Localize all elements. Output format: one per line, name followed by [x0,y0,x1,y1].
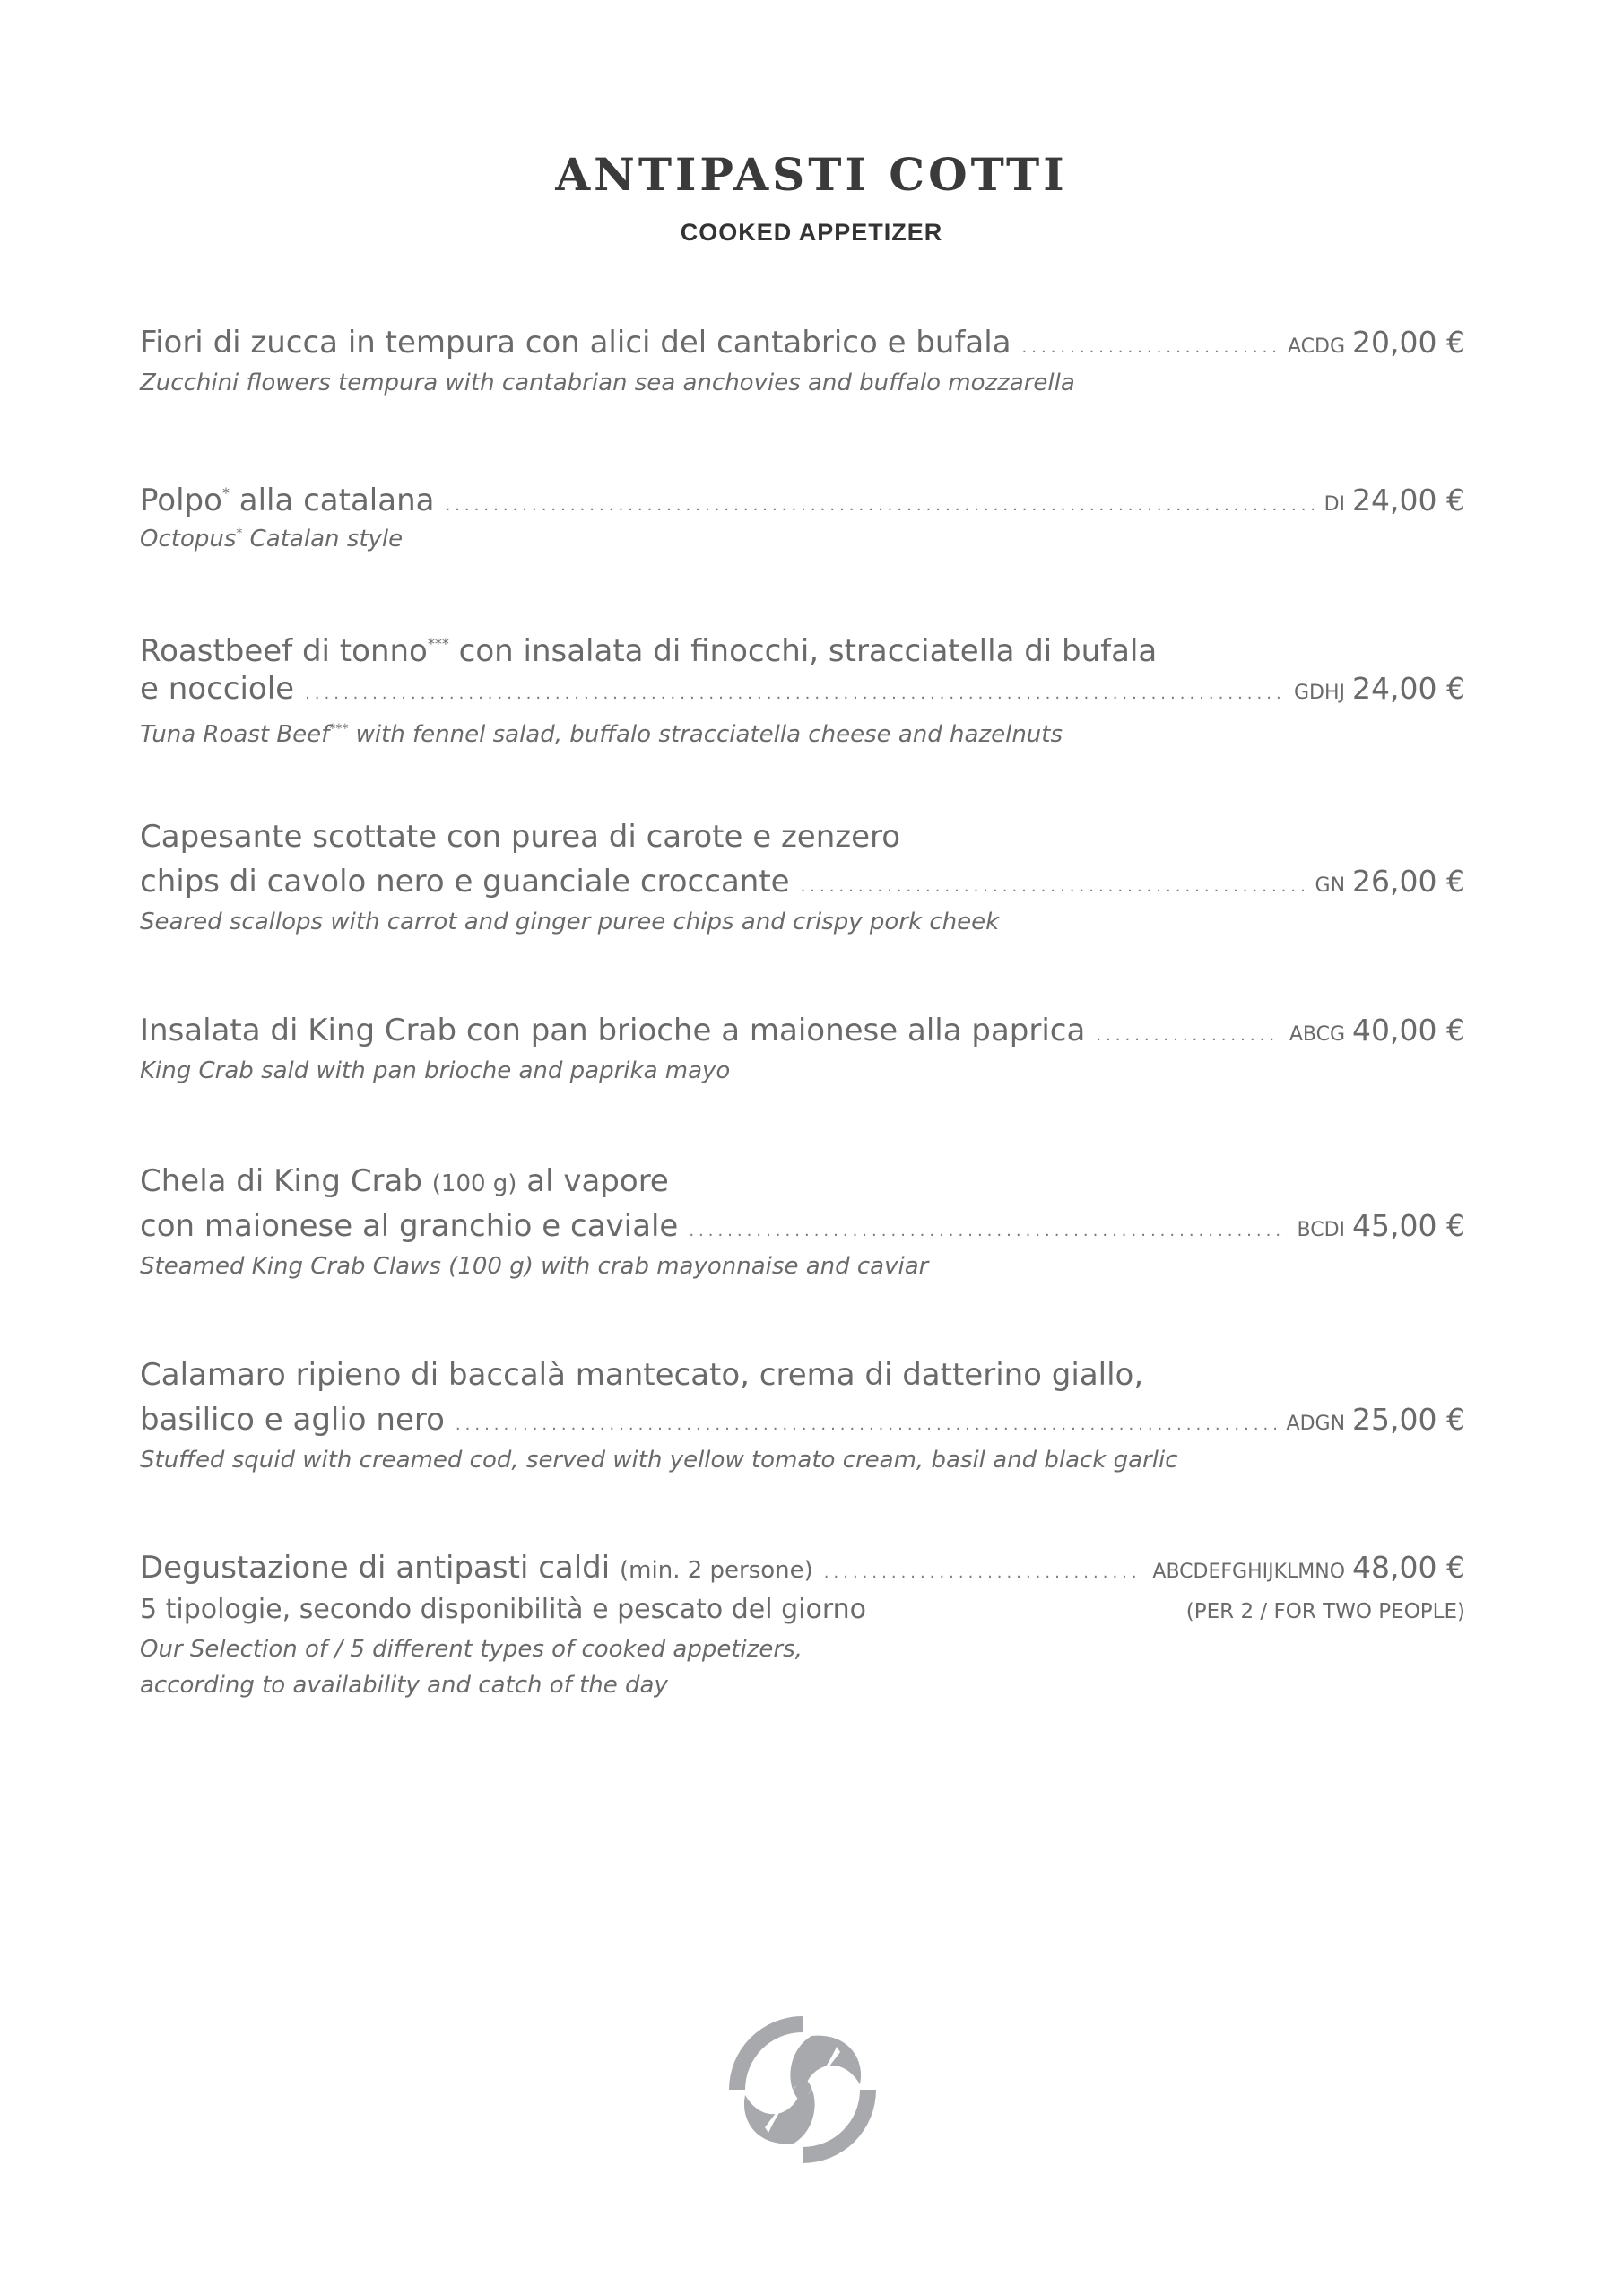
dish-english-name: Steamed King Crab Claws (100 g) with crab mayonnaise and caviar [140,1253,929,1280]
dish-name-cont: chips di cavolo nero e guanciale croccante [140,864,790,900]
menu-item-line [140,471,1465,516]
menu-item-line-2 [140,1204,1465,1248]
dot-leader [1096,1013,1279,1058]
dish-name-cont: e nocciole [140,671,295,707]
dish-price: 24,00 € [1352,483,1465,517]
allergen-codes: BCDI [1297,1219,1346,1241]
dish-min-persons: (min. 2 persone) [620,1557,813,1584]
price-note: (PER 2 / FOR TWO PEOPLE) [1185,1600,1465,1623]
dish-name-part: con insalata di finocchi, stracciatella di bufala [448,633,1158,669]
menu-item-line-2 [140,859,1465,904]
dish-name-part: Chela di King Crab [140,1163,432,1199]
dish-name [140,1159,669,1206]
dish-english-line-1: Our Selection of / 5 different types of cooked appetizers, [140,1636,803,1663]
allergen-codes: GN [1315,874,1346,897]
special-mark: *** [329,722,349,736]
allergen-codes: ADGN [1286,1413,1346,1435]
dish-name: Calamaro ripieno di baccalà mantecato, crema di datterino giallo, [140,1357,1144,1393]
dish-weight: (100 g) [431,1170,517,1197]
menu-item-capesante [140,814,1465,940]
logo-graphic [722,2009,883,2170]
frozen-mark: * [236,526,243,541]
dish-name-part: al vapore [516,1163,669,1199]
dish-english-name: King Crab sald with pan brioche and paprika mayo [140,1057,731,1084]
dish-name: Fiori di zucca in tempura con alici del cantabrico e bufala [140,325,1011,361]
dish-name-part: Polpo [140,483,222,518]
dish-price: 40,00 € [1352,1013,1465,1048]
dish-name-part: Degustazione di antipasti caldi [140,1550,621,1586]
allergen-codes: ABCG [1289,1023,1346,1046]
menu-item-line-2 [140,1397,1465,1442]
dot-leader [1022,326,1277,370]
menu-item-polpo [140,471,1465,557]
dish-english-line-2: according to availability and catch of the day [140,1672,668,1699]
dish-description: 5 tipologie, secondo disponibilità e pescato del giorno [140,1594,867,1625]
english-part: Octopus [140,526,237,552]
dot-leader [824,1551,1142,1596]
allergen-codes: GDHJ [1294,682,1346,704]
dish-name [140,1545,813,1593]
special-mark: *** [427,635,449,652]
allergen-codes: ABCDEFGHIJKLMNO [1152,1561,1346,1583]
dot-leader [305,672,1283,717]
dish-english-name: Seared scallops with carrot and ginger puree chips and crispy pork cheek [140,909,1000,935]
allergen-codes: ACDG [1288,335,1346,358]
dish-english-name: Zucchini flowers tempura with cantabrian sea anchovies and buffalo mozzarella [140,370,1075,396]
menu-item-degustazione [140,1545,1465,1703]
menu-item-chela-king-crab [140,1159,1465,1284]
english-part: Tuna Roast Beef [140,721,330,748]
dish-price: 26,00 € [1352,864,1465,899]
dot-leader [456,1403,1276,1448]
menu-item-roastbeef-tonno [140,622,1465,752]
menu-item-fiori-di-zucca [140,320,1465,401]
menu-item-line-1 [140,622,1465,669]
menu-item-line-1 [140,814,1465,859]
dot-leader [445,483,1313,528]
dish-price: 48,00 € [1352,1550,1465,1585]
english-part: Catalan style [242,526,404,552]
leaf-circle-logo-icon [722,2009,883,2170]
page-subtitle: COOKED APPETIZER [680,219,943,246]
menu-item-line-1 [140,1352,1465,1397]
dot-leader [689,1209,1286,1254]
dish-english-name [140,711,1465,752]
dish-name-part: alla catalana [229,483,435,518]
dish-price: 25,00 € [1352,1402,1465,1437]
menu-item-calamaro [140,1352,1465,1478]
page-title: ANTIPASTI COTTI [555,148,1068,201]
dish-price: 45,00 € [1352,1208,1465,1243]
english-part: with fennel salad, buffalo stracciatella cheese and hazelnuts [348,721,1063,748]
menu-header [0,148,1623,247]
menu-item-line [140,1545,1465,1590]
menu-item-line [140,320,1465,365]
dish-name-part: Roastbeef di tonno [140,633,428,669]
menu-item-line-2 [140,666,1465,711]
dish-name-cont: basilico e aglio nero [140,1402,445,1438]
allergen-codes: DI [1324,493,1346,516]
menu-item-insalata-king-crab [140,1008,1465,1089]
dish-price: 24,00 € [1352,671,1465,706]
frozen-mark: * [221,484,230,501]
menu-item-line-1 [140,1159,1465,1204]
dish-name-cont: con maionese al granchio e caviale [140,1208,679,1244]
menu-item-line [140,1008,1465,1053]
dot-leader [801,865,1305,909]
dish-name: Insalata di King Crab con pan brioche a maionese alla paprica [140,1013,1086,1048]
dish-price: 20,00 € [1352,325,1465,360]
menu-item-subline [140,1590,1465,1631]
dish-name: Capesante scottate con purea di carote e zenzero [140,819,901,855]
dish-english-name: Stuffed squid with creamed cod, served with yellow tomato cream, basil and black garlic [140,1447,1178,1474]
